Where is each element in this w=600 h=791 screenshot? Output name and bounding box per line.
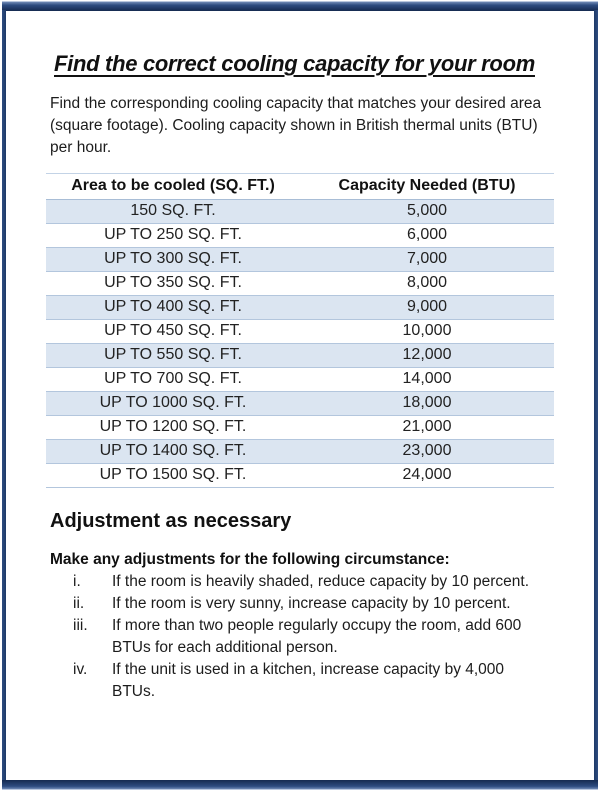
page-title: Find the correct cooling capacity for your room <box>54 51 535 76</box>
area-cell: UP TO 1500 SQ. FT. <box>46 464 300 488</box>
column-header-area: Area to be cooled (SQ. FT.) <box>46 174 300 200</box>
list-item-text: If the unit is used in a kitchen, increase capacity by 4,000 BTUs. <box>112 661 505 700</box>
list-item-text: If more than two people regularly occupy the room, add 600 BTUs for each additional person. <box>112 617 522 656</box>
cooling-capacity-table <box>46 173 554 488</box>
table-row <box>46 464 554 488</box>
area-cell: UP TO 1000 SQ. FT. <box>46 392 300 416</box>
table-row <box>46 320 554 344</box>
adjustments-list <box>50 571 550 703</box>
table-row <box>46 344 554 368</box>
btu-cell: 9,000 <box>300 296 554 320</box>
list-item-marker: iv. <box>73 661 88 678</box>
page-border-bottom <box>2 780 598 789</box>
area-cell: UP TO 1400 SQ. FT. <box>46 440 300 464</box>
table-row <box>46 224 554 248</box>
page-border-right <box>594 10 598 781</box>
adjustments-list-intro: Make any adjustments for the following circumstance: <box>50 551 450 568</box>
area-cell: UP TO 700 SQ. FT. <box>46 368 300 392</box>
area-cell: 150 SQ. FT. <box>46 200 300 224</box>
area-cell: UP TO 550 SQ. FT. <box>46 344 300 368</box>
list-item-text: If the room is very sunny, increase capacity by 10 percent. <box>112 595 511 612</box>
area-cell: UP TO 300 SQ. FT. <box>46 248 300 272</box>
list-item <box>50 615 550 659</box>
btu-cell: 18,000 <box>300 392 554 416</box>
page-content <box>6 11 594 780</box>
section-heading-adjustment: Adjustment as necessary <box>50 510 292 532</box>
table-row <box>46 248 554 272</box>
list-item <box>50 571 550 593</box>
area-cell: UP TO 350 SQ. FT. <box>46 272 300 296</box>
list-item <box>50 659 550 703</box>
table-header-row <box>46 174 554 200</box>
btu-cell: 7,000 <box>300 248 554 272</box>
btu-cell: 24,000 <box>300 464 554 488</box>
list-item <box>50 593 550 615</box>
page-border-top <box>2 2 598 11</box>
table-row <box>46 368 554 392</box>
table-row <box>46 440 554 464</box>
table-row <box>46 392 554 416</box>
area-cell: UP TO 400 SQ. FT. <box>46 296 300 320</box>
table-row <box>46 416 554 440</box>
list-item-marker: iii. <box>73 617 88 634</box>
btu-cell: 5,000 <box>300 200 554 224</box>
list-item-marker: i. <box>73 573 81 590</box>
area-cell: UP TO 250 SQ. FT. <box>46 224 300 248</box>
table-row <box>46 200 554 224</box>
table-row <box>46 296 554 320</box>
btu-cell: 6,000 <box>300 224 554 248</box>
btu-cell: 21,000 <box>300 416 554 440</box>
btu-cell: 23,000 <box>300 440 554 464</box>
list-item-marker: ii. <box>73 595 85 612</box>
area-cell: UP TO 1200 SQ. FT. <box>46 416 300 440</box>
btu-cell: 14,000 <box>300 368 554 392</box>
table-row <box>46 272 554 296</box>
area-cell: UP TO 450 SQ. FT. <box>46 320 300 344</box>
intro-paragraph: Find the corresponding cooling capacity that matches your desired area (square footage). Cooling capacity shown in British thermal units (BTU) per hour. <box>50 95 542 156</box>
btu-cell: 8,000 <box>300 272 554 296</box>
list-item-text: If the room is heavily shaded, reduce capacity by 10 percent. <box>112 573 530 590</box>
column-header-capacity: Capacity Needed (BTU) <box>300 174 554 200</box>
btu-cell: 12,000 <box>300 344 554 368</box>
btu-cell: 10,000 <box>300 320 554 344</box>
